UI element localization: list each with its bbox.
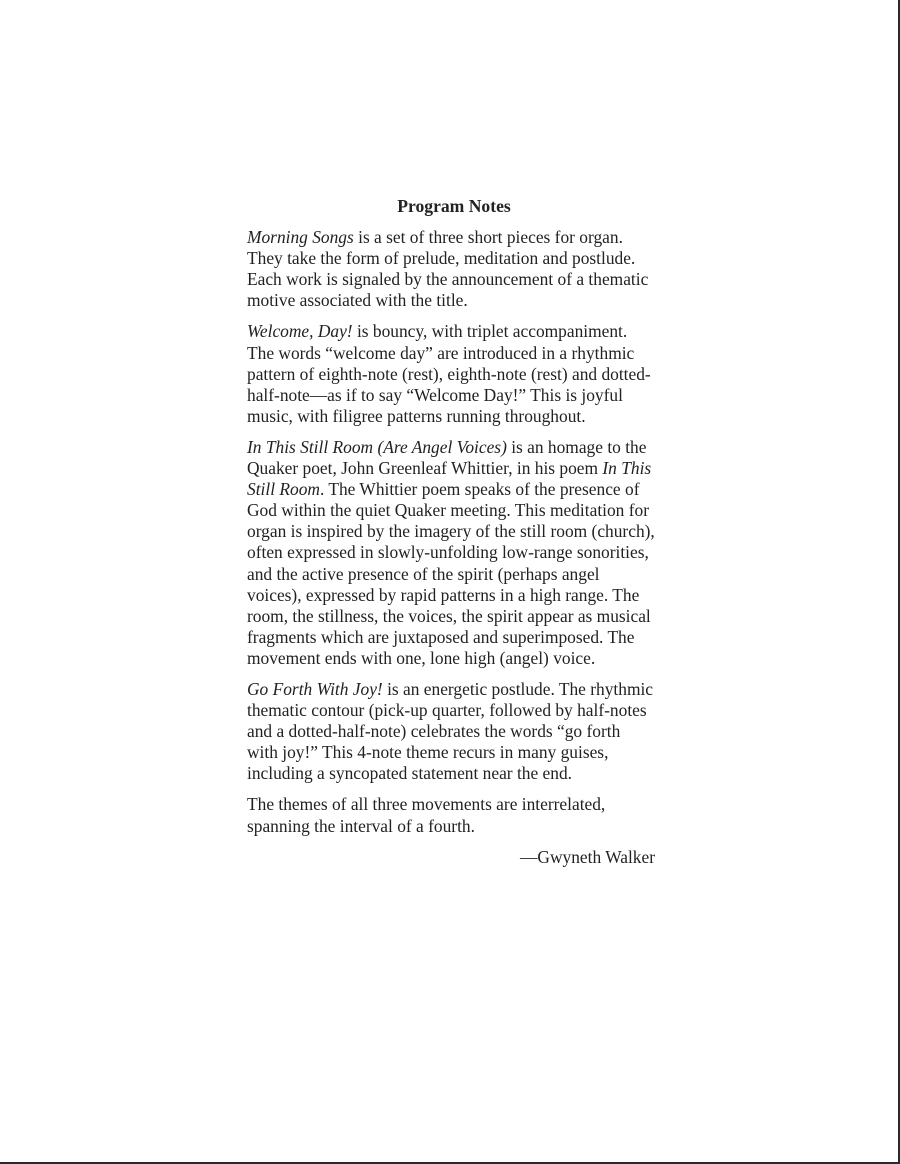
paragraph-go-forth: [247, 679, 655, 784]
paragraph-welcome-day: [247, 321, 655, 426]
paragraph-text: The themes of all three movements are interrelated, spanning the interval of a fourth.: [247, 794, 606, 836]
paragraph-text: . The Whittier poem speaks of the presence of God within the quiet Quaker meeting. This meditation for organ is inspired by the imagery of the still room (church), often expressed in slowly-unfolding low-range sonorities, and the active presence of the spirit (perhaps angel voices), expressed by rapid patterns in a high range. The room, the stillness, the voices, the spirit appear as musical fragments which are juxtaposed and superimposed. The movement ends with one, lone high (angel) voice.: [247, 479, 655, 668]
paragraph-text: is a set of three short pieces for organ. They take the form of prelude, meditation and postlude. Each work is signaled by the announcement of a thematic motive associated with the title.: [247, 227, 649, 311]
work-title: In This Still Room (Are Angel Voices): [247, 436, 507, 457]
page-title: Program Notes: [397, 196, 511, 216]
paragraph-text: is an homage to the Quaker poet, John Greenleaf Whittier, in his poem: [247, 436, 647, 479]
program-notes: [247, 196, 655, 868]
paragraph-still-room: [247, 437, 655, 669]
work-title: Welcome, Day!: [247, 321, 353, 342]
work-title: Morning Songs: [247, 227, 354, 248]
signature: —Gwyneth Walker: [520, 846, 655, 867]
paragraph-themes: [247, 794, 655, 836]
paragraph-morning-songs: [247, 227, 655, 311]
work-title: Go Forth With Joy!: [247, 678, 383, 699]
paragraph-text: is an energetic postlude. The rhythmic thematic contour (pick-up quarter, followed by half-notes and a dotted-half-note) celebrates the words “go forth with joy!” This 4-note theme recurs in many guises, including a syncopated statement near the end.: [247, 678, 654, 784]
poem-title: In This Still Room: [247, 458, 652, 500]
paragraph-text: is bouncy, with triplet accompaniment. The words “welcome day” are introduced in a rhythmic pattern of eighth-note (rest), eighth-note (rest) and dotted-half-note—as if to say “Welcome Day!” This is joyful music, with filigree patterns running throughout.: [247, 321, 651, 426]
